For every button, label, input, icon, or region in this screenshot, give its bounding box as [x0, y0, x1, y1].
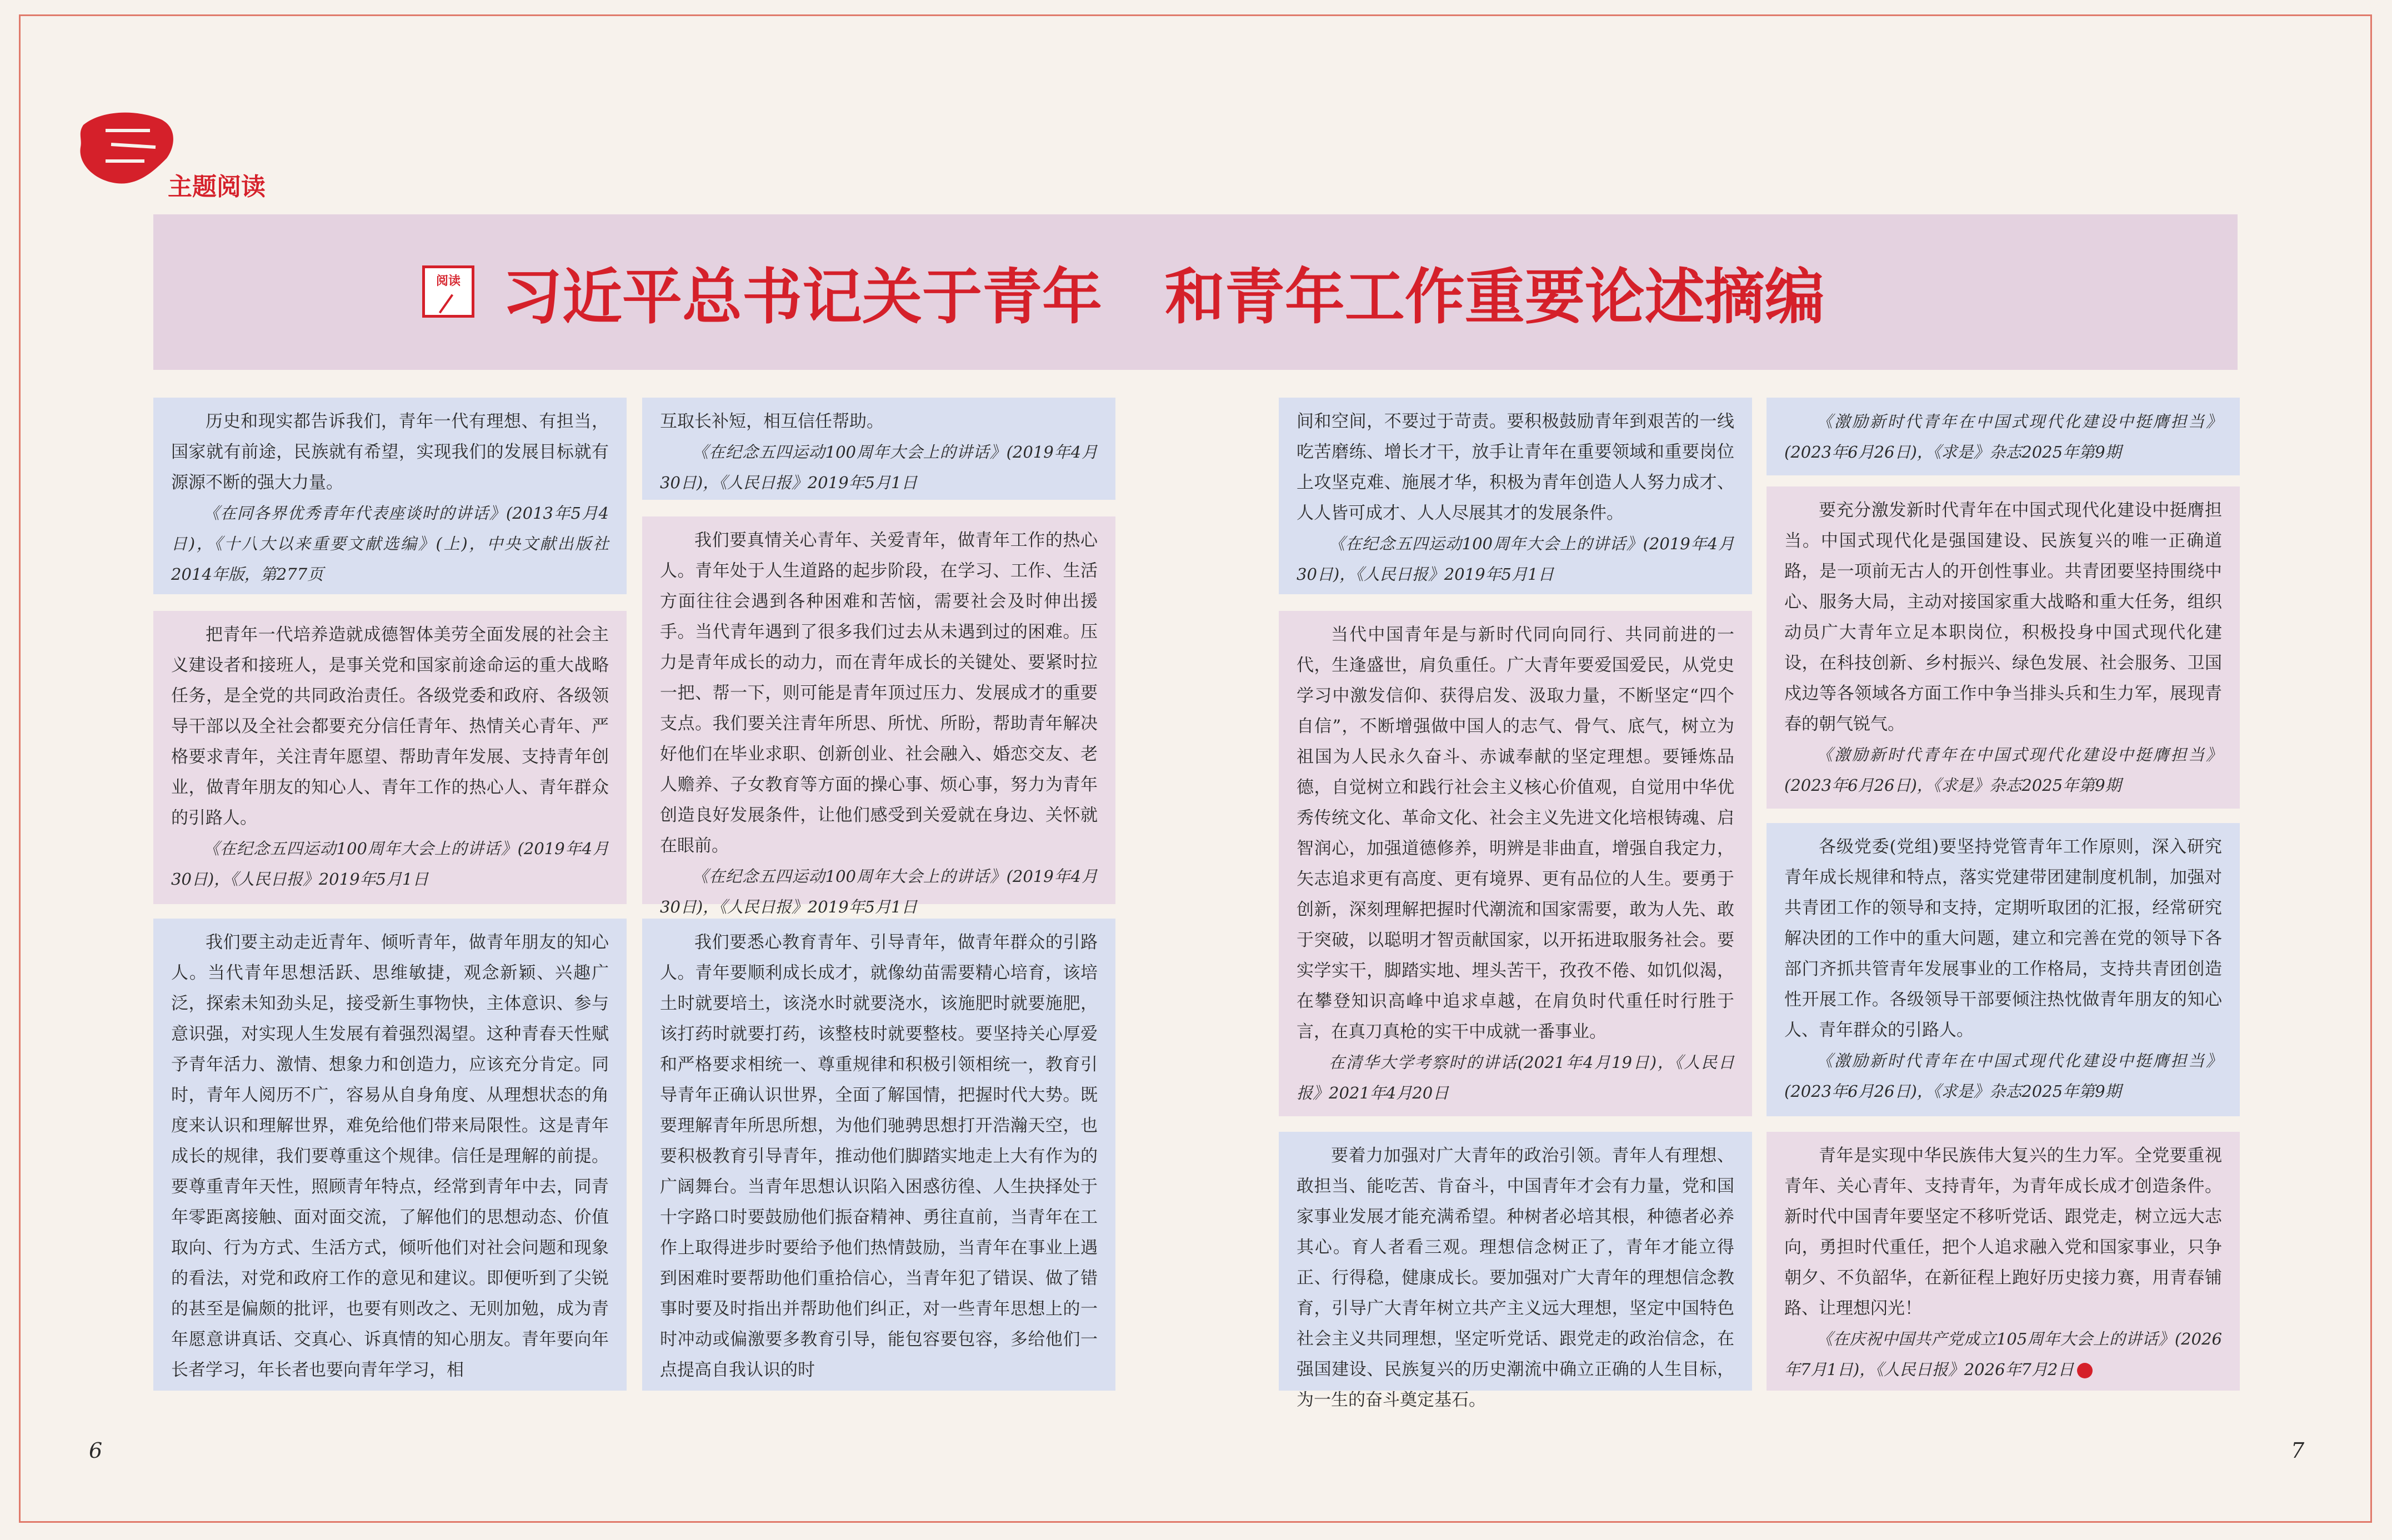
excerpt-source: 《激励新时代青年在中国式现代化建设中挺膺担当》(2023年6月26日)，《求是》杂志2025年第9期	[1784, 1051, 2222, 1101]
excerpt-text: 青年是实现中华民族伟大复兴的生力军。全党要重视青年、关心青年、支持青年，为青年成长成才创造条件。新时代中国青年要坚定不移听党话、跟党走，树立远大志向，勇担时代重任，把个人追求融入党和国家事业，只争朝夕、不负韶华，在新征程上跑好历史接力赛，用青春铺路、让理想闪光！	[1784, 1146, 2222, 1318]
excerpt-box-10	[1767, 398, 2240, 475]
excerpt-source: 《在纪念五四运动100周年大会上的讲话》(2019年4月30日)，《人民日报》2019年5月1日	[660, 867, 1098, 916]
section-logo-icon	[72, 108, 183, 192]
excerpt-text: 要着力加强对广大青年的政治引领。青年人有理想、敢担当、能吃苦、肯奋斗，中国青年才会有力量，党和国家事业发展才能充满希望。种树者必培其根，种德者必养其心。育人者看三观。理想信念树正了，青年才能立得正、行得稳，健康成长。要加强对广大青年的理想信念教育，引导广大青年树立共产主义远大理想，坚定中国特色社会主义共同理想，坚定听党话、跟党走的政治信念，在强国建设、民族复兴的历史潮流中确立正确的人生目标，为一生的奋斗奠定基石。	[1297, 1146, 1734, 1410]
excerpt-box-6	[642, 919, 1115, 1391]
title-wrap	[422, 253, 1825, 330]
main-title: 习近平总书记关于青年 和青年工作重要论述摘编	[502, 262, 1825, 332]
excerpt-source: 《在纪念五四运动100周年大会上的讲话》(2019年4月30日)，《人民日报》2019年5月1日	[171, 839, 609, 889]
excerpt-box-1	[153, 398, 627, 594]
read-badge-text: 阅读	[436, 274, 461, 288]
excerpt-text: 我们要真情关心青年、关爱青年，做青年工作的热心人。青年处于人生道路的起步阶段，在学习、工作、生活方面往往会遇到各种困难和苦恼，需要社会及时伸出援手。当代青年遇到了很多我们过去从未遇到过的困难。压力是青年成长的动力，而在青年成长的关键处、要紧时拉一把、帮一下，则可能是青年顶过压力、发展成才的重要支点。我们要关注青年所思、所忧、所盼，帮助青年解决好他们在毕业求职、创新创业、社会融入、婚恋交友、老人赡养、子女教育等方面的操心事、烦心事，努力为青年创造良好发展条件，让他们感受到关爱就在身边、关怀就在眼前。	[660, 530, 1098, 856]
excerpt-box-3	[153, 919, 627, 1391]
excerpt-text: 把青年一代培养造就成德智体美劳全面发展的社会主义建设者和接班人，是事关党和国家前途命运的重大战略任务，是全党的共同政治责任。各级党委和政府、各级领导干部以及全社会都要充分信任青年、热情关心青年、严格要求青年，关注青年愿望、帮助青年发展、支持青年创业，做青年朋友的知心人、青年工作的热心人、青年群众的引路人。	[171, 625, 609, 828]
excerpt-box-8	[1279, 611, 1752, 1116]
page-number-left: 6	[89, 1438, 103, 1463]
page-number-right: 7	[2291, 1438, 2305, 1463]
excerpt-text: 历史和现实都告诉我们，青年一代有理想、有担当，国家就有前途，民族就有希望，实现我们的发展目标就有源源不断的强大力量。	[171, 412, 609, 493]
excerpt-source: 《在纪念五四运动100周年大会上的讲话》(2019年4月30日)，《人民日报》2019年5月1日	[660, 443, 1098, 492]
excerpt-box-11	[1767, 486, 2240, 809]
excerpt-source: 《激励新时代青年在中国式现代化建设中挺膺担当》(2023年6月26日)，《求是》杂志2025年第9期	[1784, 412, 2222, 462]
section-label: 主题阅读	[168, 173, 266, 201]
excerpt-text: 间和空间，不要过于苛责。要积极鼓励青年到艰苦的一线吃苦磨练、增长才干，放手让青年在重要领域和重要岗位上攻坚克难、施展才华，积极为青年创造人人努力成才、人人皆可成才、人人尽展其才的发展条件。	[1297, 412, 1734, 523]
excerpt-source: 《在同各界优秀青年代表座谈时的讲话》(2013年5月4日)，《十八大以来重要文献选编》(上)，中央文献出版社2014年版，第277页	[171, 504, 609, 584]
excerpt-box-12	[1767, 823, 2240, 1116]
excerpt-box-5	[642, 516, 1115, 916]
excerpt-box-4	[642, 398, 1115, 500]
excerpt-text: 我们要悉心教育青年、引导青年，做青年群众的引路人。青年要顺利成长成才，就像幼苗需要精心培育，该培土时就要培土，该浇水时就要浇水，该施肥时就要施肥，该打药时就要打药，该整枝时就要整枝。要坚持关心厚爱和严格要求相统一、尊重规律和积极引领相统一，教育引导青年正确认识世界，全面了解国情，把握时代大势。既要理解青年所思所想，为他们驰骋思想打开浩瀚天空，也要积极教育引导青年，推动他们脚踏实地走上大有作为的广阔舞台。当青年思想认识陷入困惑彷徨、人生抉择处于十字路口时要鼓励他们振奋精神、勇往直前，当青年在工作上取得进步时要给予他们热情鼓励，当青年在事业上遇到困难时要帮助他们重拾信心，当青年犯了错误、做了错事时要及时指出并帮助他们纠正，对一些青年思想上的一时冲动或偏激要多教育引导，能包容要包容，多给他们一点提高自我认识的时	[660, 932, 1098, 1380]
read-badge-icon	[422, 265, 474, 318]
excerpt-text: 我们要主动走近青年、倾听青年，做青年朋友的知心人。当代青年思想活跃、思维敏捷，观念新颖、兴趣广泛，探索未知劲头足，接受新生事物快，主体意识、参与意识强，对实现人生发展有着强烈渴望。这种青春天性赋予青年活力、激情、想象力和创造力，应该充分肯定。同时，青年人阅历不广，容易从自身角度、从理想状态的角度来认识和理解世界，难免给他们带来局限性。这是青年成长的规律，我们要尊重这个规律。信任是理解的前提。要尊重青年天性，照顾青年特点，经常到青年中去，同青年零距离接触、面对面交流，了解他们的思想动态、价值取向、行为方式、生活方式，倾听他们对社会问题和现象的看法，对党和政府工作的意见和建议。即便听到了尖锐的甚至是偏颇的批评，也要有则改之、无则加勉，成为青年愿意讲真话、交真心、诉真情的知心朋友。青年要向年长者学习，年长者也要向青年学习，相	[171, 932, 609, 1380]
excerpt-source: 《激励新时代青年在中国式现代化建设中挺膺担当》(2023年6月26日)，《求是》杂志2025年第9期	[1784, 745, 2222, 795]
excerpt-text: 互取长补短，相互信任帮助。	[660, 412, 884, 432]
excerpt-source: 在清华大学考察时的讲话(2021年4月19日)，《人民日报》2021年4月20日	[1297, 1053, 1734, 1102]
excerpt-box-13	[1767, 1132, 2240, 1391]
excerpt-text: 当代中国青年是与新时代同向同行、共同前进的一代，生逢盛世，肩负重任。广大青年要爱国爱民，从党史学习中激发信仰、获得启发、汲取力量，不断坚定“四个自信”，不断增强做中国人的志气、骨气、底气，树立为祖国为人民永久奋斗、赤诚奉献的坚定理想。要锤炼品德，自觉树立和践行社会主义核心价值观，自觉用中华优秀传统文化、革命文化、社会主义先进文化培根铸魂、启智润心，加强道德修养，明辨是非曲直，增强自我定力，矢志追求更有高度、更有境界、更有品位的人生。要勇于创新，深刻理解把握时代潮流和国家需要，敢为人先、敢于突破，以聪明才智贡献国家，以开拓进取服务社会。要实学实干，脚踏实地、埋头苦干，孜孜不倦、如饥似渴，在攀登知识高峰中追求卓越，在肩负时代重任时行胜于言，在真刀真枪的实干中成就一番事业。	[1297, 625, 1734, 1042]
excerpt-text: 各级党委(党组)要坚持党管青年工作原则，深入研究青年成长规律和特点，落实党建带团建制度机制，加强对共青团工作的领导和支持，定期听取团的汇报，经常研究解决团的工作中的重大问题，建立和完善在党的领导下各部门齐抓共管青年发展事业的工作格局，支持共青团创造性开展工作。各级领导干部要倾注热忱做青年朋友的知心人、青年群众的引路人。	[1784, 837, 2222, 1040]
excerpt-source: 《在纪念五四运动100周年大会上的讲话》(2019年4月30日)，《人民日报》2019年5月1日	[1297, 534, 1734, 584]
excerpt-source: 《在庆祝中国共产党成立105周年大会上的讲话》(2026年7月1日)，《人民日报》2026年7月2日	[1784, 1330, 2222, 1379]
excerpt-box-9	[1279, 1132, 1752, 1410]
excerpt-text: 要充分激发新时代青年在中国式现代化建设中挺膺担当。中国式现代化是强国建设、民族复兴的唯一正确道路，是一项前无古人的开创性事业。共青团要坚持围绕中心、服务大局，主动对接国家重大战略和重大任务，组织动员广大青年立足本职岗位，积极投身中国式现代化建设，在科技创新、乡村振兴、绿色发展、社会服务、卫国戍边等各领域各方面工作中争当排头兵和生力军，展现青春的朝气锐气。	[1784, 500, 2222, 734]
excerpt-box-7	[1279, 398, 1752, 594]
end-mark-icon	[2077, 1363, 2093, 1378]
excerpt-source-wrap	[1784, 1324, 2222, 1385]
excerpt-box-2	[153, 611, 627, 904]
